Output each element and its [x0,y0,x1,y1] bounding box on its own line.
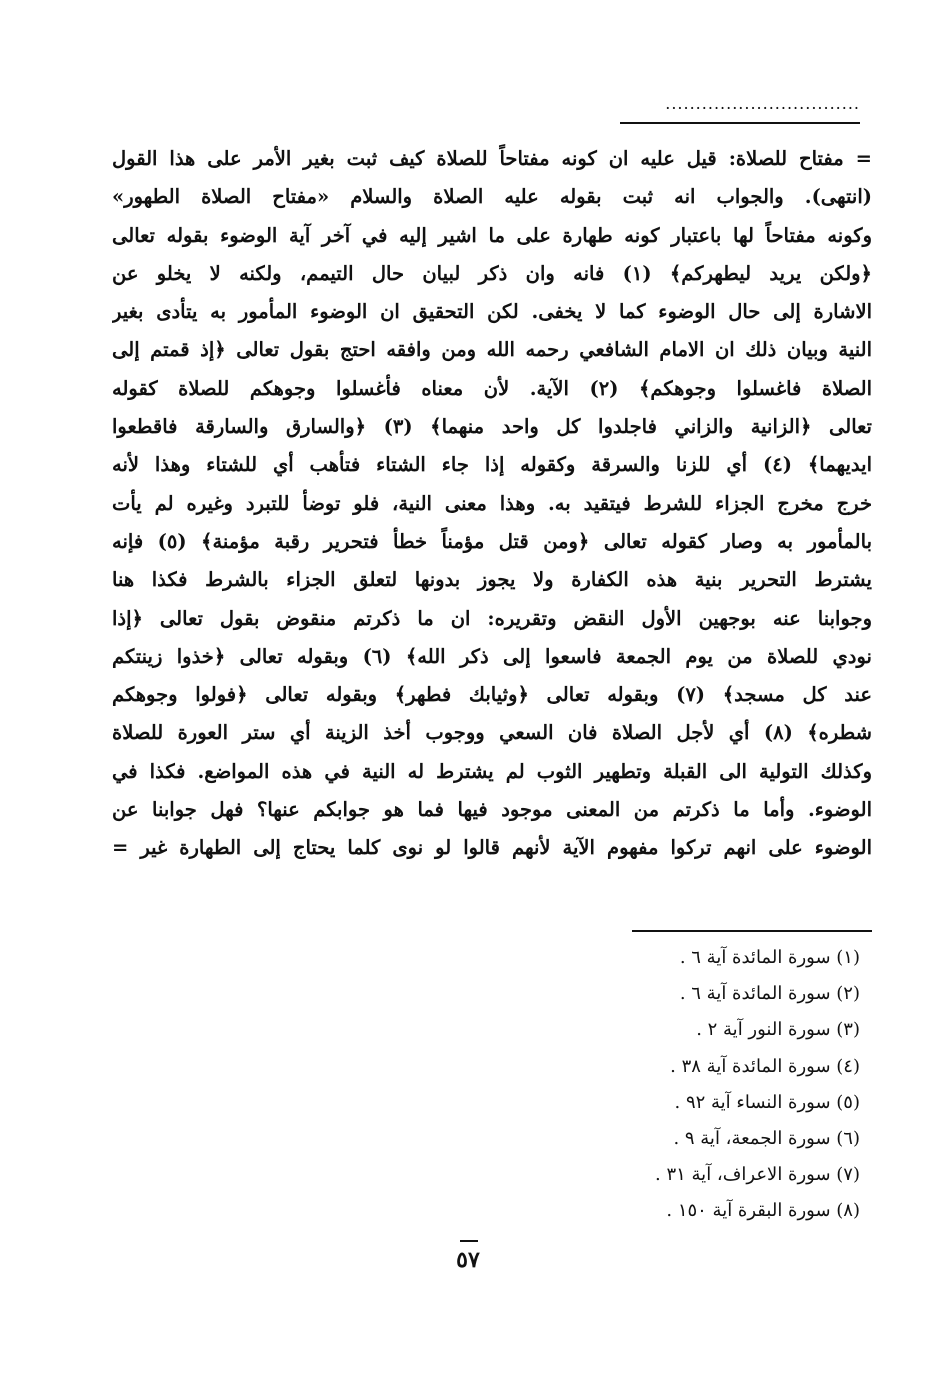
page-number-block [428,1240,508,1280]
text-line: (انتهى). والجواب انه ثبت بقوله عليه الصلاة والسلام «مفتاح الصلاة الطهور» [112,185,872,209]
footnote-item: (٥) سورة النساء آية ٩٢ . [674,1091,860,1113]
text-line: وكونه مفتاحاً لها باعتبار كونه طهارة على ما اشير إليه في آخر آية الوضوء بقوله تعالى [112,223,872,247]
main-text-block [112,140,872,868]
footnote-item: (٨) سورة البقرة آية ١٥٠ . [666,1200,860,1222]
text-line: الوضوء على انهم تركوا مفهوم الآية لأنهم قالوا لو نوى كلما يحتاج إلى الطهارة غير = [112,836,872,860]
header-divider [620,96,860,126]
text-line: وجوابنا عنه بوجهين الأول النقض وتقريره: ان ما ذكرتم منقوض بقول تعالى ﴿إذا [112,606,872,630]
text-line: الوضوء. وأما ما ذكرتم من المعنى موجود فيها فما هو جوابكم عنها؟ فهل جوابنا عن [112,798,872,822]
text-line: بالمأمور به وصار كقوله تعالى ﴿ومن قتل مؤمناً خطأ فتحرير رقبة مؤمنة﴾ (٥) فإنه [112,529,872,553]
footnote-item: (٤) سورة المائدة آية ٣٨ . [670,1055,860,1077]
text-line: ايديهما﴾ (٤) أي للزنا والسرقة وكقوله إذا جاء الشتاء فتأهب أي للشتاء وهذا لأنه [112,453,872,477]
text-line: يشترط التحرير بنية هذه الكفارة ولا يجوز بدونها لتعلق الجزاء بالشرط فكذا هنا [112,568,872,592]
header-rule-line [620,122,860,124]
page-number: ٥٧ [456,1247,480,1273]
text-line: عند كل مسجد﴾ (٧) وبقوله تعالى ﴿وثيابك فطهر﴾ وبقوله تعالى ﴿فولوا وجوهكم [112,683,872,707]
text-line: ﴿ولكن يريد ليطهركم﴾ (١) فانه وان ذكر لبيان حال التيمم، ولكنه لا يخلو عن [112,261,872,285]
text-line: وكذلك التولية الى القبلة وتطهير الثوب لم يشترط له النية في هذه المواضع. فكذا في [112,759,872,783]
text-line: = مفتاح للصلاة: قيل عليه ان كونه مفتاحاً للصلاة كيف ثبت بغير الأمر على هذا القول [112,147,872,170]
footnote-item: (٧) سورة الاعراف، آية ٣١ . [655,1164,860,1186]
text-line: الصلاة فاغسلوا وجوهكم﴾ (٢) الآية. لأن معناه فأغسلوا وجوهكم للصلاة كقوله [112,376,872,400]
text-line: خرج مخرج الجزاء للشرط فيتقيد به. وهذا معنى النية، فلو توضأ للتبرد وغيره لم يأت [112,491,872,515]
footnote-item: (١) سورة المائدة آية ٦ . [679,947,860,968]
footnote-item: (٢) سورة المائدة آية ٦ . [679,983,860,1005]
footnote-item: (٦) سورة الجمعة، آية ٩ . [673,1127,860,1149]
header-dotted-line: ................................ [665,96,860,112]
text-line: نودي للصلاة من يوم الجمعة فاسعوا إلى ذكر الله﴾ (٦) وبقوله تعالى ﴿خذوا زينتكم [112,644,872,668]
text-line: تعالى ﴿الزانية والزاني فاجلدوا كل واحد منهما﴾ (٣) ﴿والسارق والسارقة فاقطعوا [112,415,872,439]
footnote-divider [632,930,872,932]
footnotes-list [440,940,860,1230]
text-line: شطره﴾ (٨) أي لأجل الصلاة فان السعي ووجوب أخذ الزينة أي ستر العورة للصلاة [112,721,872,745]
text-line: النية وبيان ذلك ان الامام الشافعي رحمه الله ومن وافقه احتج بقول تعالى ﴿إذ قمتم إلى [112,338,872,362]
page-number-rule [460,1240,478,1242]
footnote-item: (٣) سورة النور آية ٢ . [696,1019,860,1041]
text-line: الاشارة إلى حال الوضوء كما لا يخفى. لكن التحقيق ان الوضوء المأمور به يتأدى بغير [112,300,872,324]
